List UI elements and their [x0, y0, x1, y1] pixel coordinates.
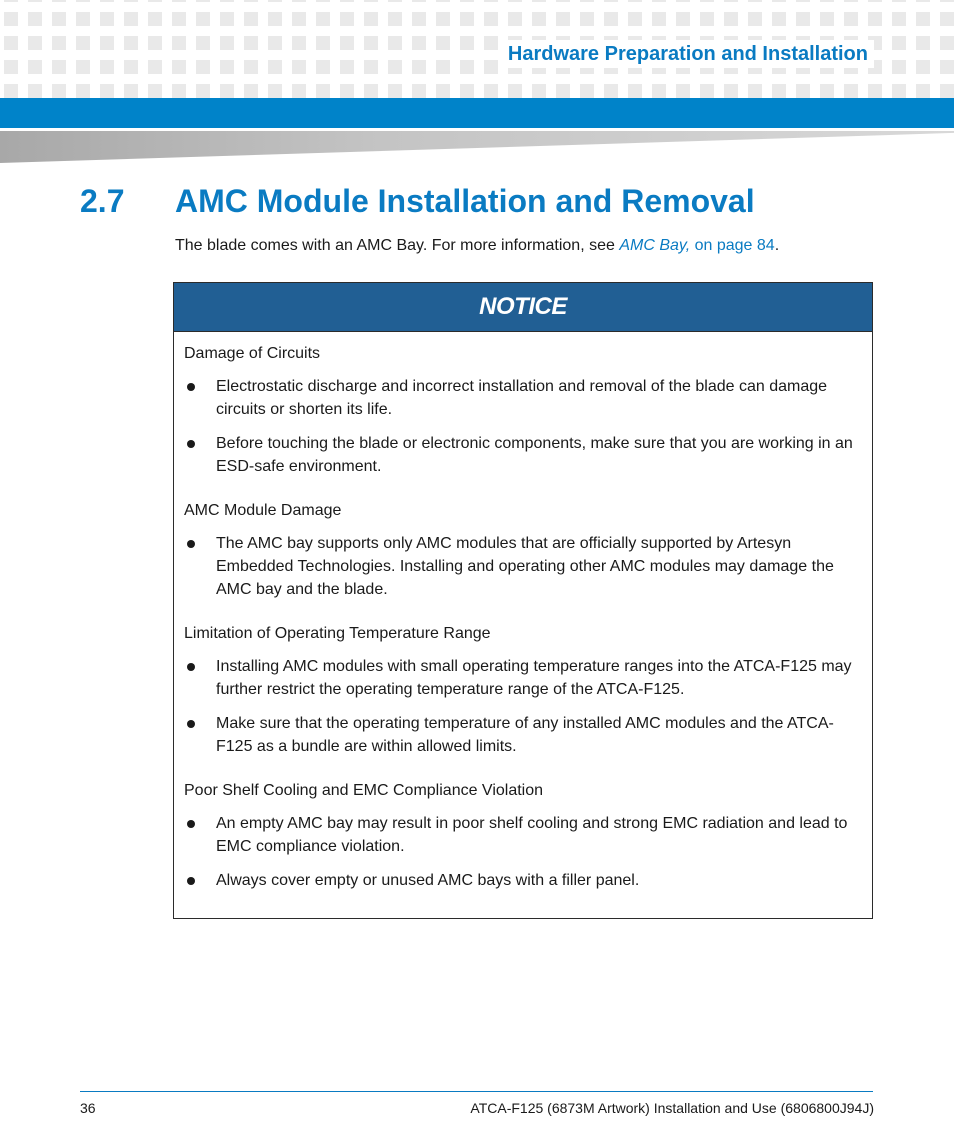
bullet-text: Electrostatic discharge and incorrect installation and removal of the blade can damage circuits or shorten its life. — [216, 378, 828, 418]
bullet-list — [184, 655, 862, 758]
amc-bay-cross-reference-link[interactable] — [619, 237, 774, 254]
bullet-dot-icon — [187, 820, 195, 828]
notice-group-title: Poor Shelf Cooling and EMC Compliance Violation — [184, 782, 544, 799]
list-item — [184, 655, 862, 701]
bullet-dot-icon — [187, 720, 195, 728]
bullet-dot-icon — [187, 440, 195, 448]
header-blue-band — [0, 98, 954, 128]
bullet-dot-icon — [187, 540, 195, 548]
link-label: AMC Bay, — [619, 237, 691, 254]
bullet-dot-icon — [187, 383, 195, 391]
section-heading — [80, 180, 755, 222]
notice-header — [174, 283, 872, 332]
link-page: on page 84 — [690, 237, 775, 254]
section-number: 2.7 — [80, 183, 125, 219]
bullet-dot-icon — [187, 877, 195, 885]
notice-group-title: AMC Module Damage — [184, 502, 342, 519]
list-item — [184, 869, 862, 892]
notice-group-amc-module-damage — [184, 499, 862, 601]
bullet-list — [184, 532, 862, 601]
list-item — [184, 712, 862, 758]
section-title-text: AMC Module Installation and Removal — [175, 183, 755, 219]
bullet-text: Installing AMC modules with small operating temperature ranges into the ATCA-F125 may further restrict the operating temperature range of the ATCA-F125. — [216, 658, 852, 698]
bullet-list — [184, 812, 862, 892]
bullet-text: Before touching the blade or electronic components, make sure that you are working in an ESD-safe environment. — [216, 435, 853, 475]
running-header-title: Hardware Preparation and Installation — [502, 40, 874, 68]
notice-group-title: Damage of Circuits — [184, 345, 321, 362]
list-item — [184, 375, 862, 421]
notice-body — [174, 332, 872, 892]
notice-group-temperature-range — [184, 622, 862, 758]
notice-group-shelf-cooling-emc — [184, 779, 862, 892]
bullet-text: The AMC bay supports only AMC modules that are officially supported by Artesyn Embedded Technologies. Installing and operating other AMC modules may damage the AMC bay and the blade. — [216, 535, 834, 598]
footer-document-title: ATCA-F125 (6873M Artwork) Installation and Use (6806800J94J) — [470, 1100, 874, 1116]
bullet-dot-icon — [187, 663, 195, 671]
footer-rule — [80, 1091, 873, 1092]
notice-group-title: Limitation of Operating Temperature Range — [184, 625, 491, 642]
list-item — [184, 432, 862, 478]
bullet-list — [184, 375, 862, 478]
notice-label: NOTICE — [479, 293, 567, 320]
intro-paragraph — [175, 234, 779, 258]
header-grey-wedge — [0, 131, 954, 163]
bullet-text: Make sure that the operating temperature of any installed AMC modules and the ATCA-F125 as a bundle are within allowed limits. — [216, 715, 834, 755]
bullet-text: An empty AMC bay may result in poor shelf cooling and strong EMC radiation and lead to EMC compliance violation. — [216, 815, 848, 855]
notice-box — [173, 282, 873, 919]
bullet-text: Always cover empty or unused AMC bays with a filler panel. — [216, 872, 640, 889]
notice-group-damage-of-circuits — [184, 342, 862, 478]
list-item — [184, 532, 862, 601]
list-item — [184, 812, 862, 858]
page-number: 36 — [80, 1100, 96, 1116]
intro-text-end: . — [774, 237, 780, 254]
intro-text: The blade comes with an AMC Bay. For more information, see — [175, 237, 620, 254]
